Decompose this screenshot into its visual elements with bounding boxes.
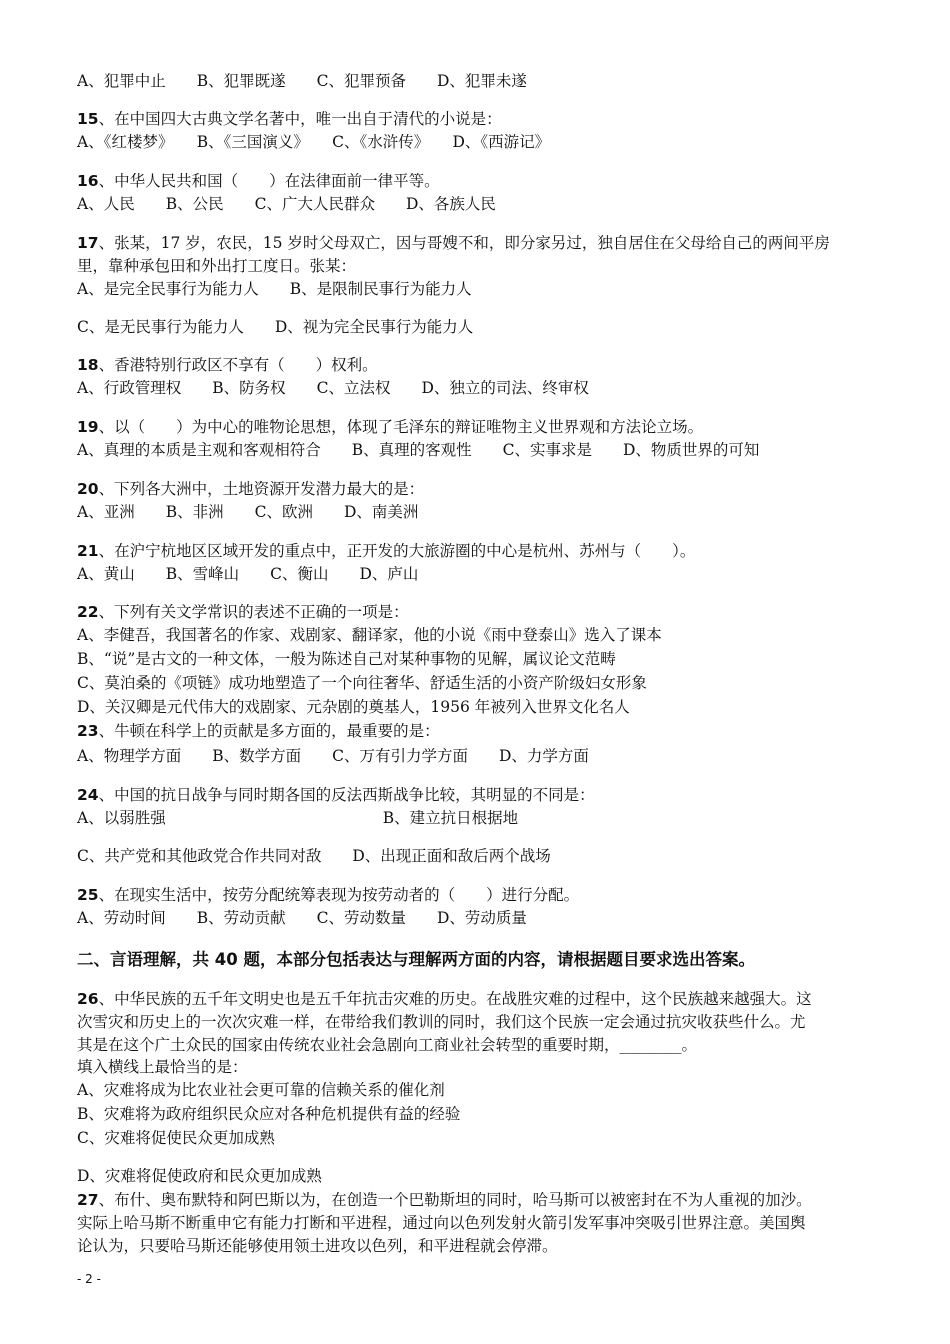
line-text: C、是无民事行为能力人 D、视为完全民事行为能力人 <box>77 318 474 336</box>
question-number: 25 <box>77 886 99 904</box>
question-line <box>77 108 502 130</box>
line-text: A、灾难将成为比农业社会更可靠的信赖关系的催化剂 <box>77 1081 445 1099</box>
page-number: - 2 - <box>77 1272 101 1286</box>
text-line <box>77 672 647 694</box>
text-line <box>77 1165 322 1187</box>
question-number: 18 <box>77 356 99 374</box>
line-text: 、中国的抗日战争与同时期各国的反法西斯战争比较，其明显的不同是： <box>98 786 595 804</box>
line-text: A、行政管理权 B、防务权 C、立法权 D、独立的司法、终审权 <box>77 379 589 397</box>
line-text: 、在沪宁杭地区区域开发的重点中，正开发的大旅游圈的中心是杭州、苏州与（ ）。 <box>98 542 696 560</box>
text-line <box>77 278 472 300</box>
line-text: 、以（ ）为中心的唯物论思想，体现了毛泽东的辩证唯物主义世界观和方法论立场。 <box>98 418 704 436</box>
line-text: 论认为，只要哈马斯还能够使用领土进攻以色列，和平进程就会停滞。 <box>77 1237 558 1255</box>
text-line <box>77 907 527 929</box>
text-line <box>77 501 418 523</box>
question-line <box>77 1189 812 1211</box>
text-line <box>77 745 589 767</box>
question-line <box>77 354 378 376</box>
line-text: 、香港特别行政区不享有（ ）权利。 <box>98 356 378 374</box>
question-line <box>77 416 703 438</box>
line-text: B、灾难将为政府组织民众应对各种危机提供有益的经验 <box>77 1105 461 1123</box>
line-text: 实际上哈马斯不断重申它有能力打断和平进程，通过向以色列发射火箭引发军事冲突吸引世界注意。美国舆 <box>77 1214 806 1232</box>
text-line <box>77 1103 460 1125</box>
question-line <box>77 884 579 906</box>
line-text: 其是在这个广土众民的国家由传统农业社会急剧向工商业社会转型的重要时期，________。 <box>77 1036 698 1054</box>
line-text: C、灾难将促使民众更加成熟 <box>77 1129 275 1147</box>
line-text: A、以弱胜强 B、建立抗日根据地 <box>77 809 519 827</box>
line-text: A、物理学方面 B、数学方面 C、万有引力学方面 D、力学方面 <box>77 747 589 765</box>
line-text: B、“说”是古文的一种文体，一般为陈述自己对某种事物的见解，属议论文范畴 <box>77 650 616 668</box>
text-line <box>77 696 630 718</box>
line-text: C、莫泊桑的《项链》成功地塑造了一个向往奢华、舒适生活的小资产阶级妇女形象 <box>77 674 647 692</box>
question-number: 21 <box>77 542 99 560</box>
text-line <box>77 1235 558 1257</box>
question-number: 22 <box>77 603 99 621</box>
line-text: A、亚洲 B、非洲 C、欧洲 D、南美洲 <box>77 503 419 521</box>
line-text: 填入横线上最恰当的是： <box>77 1058 248 1076</box>
question-line <box>77 540 695 562</box>
text-line <box>77 377 589 399</box>
line-text: D、关汉卿是元代伟大的戏剧家、元杂剧的奠基人，1956 年被列入世界文化名人 <box>77 698 630 716</box>
line-text: 、下列各大洲中，土地资源开发潜力最大的是： <box>98 480 425 498</box>
question-number: 16 <box>77 172 99 190</box>
question-line <box>77 720 440 742</box>
line-text: 、在中国四大古典文学名著中，唯一出自于清代的小说是： <box>98 110 502 128</box>
line-text: A、劳动时间 B、劳动贡献 C、劳动数量 D、劳动质量 <box>77 909 527 927</box>
question-line <box>77 170 440 192</box>
line-text: 、张某，17 岁，农民，15 岁时父母双亡，因与哥嫂不和，即分家另过，独自居住在父母给自己的两间平房 <box>98 234 830 252</box>
text-line <box>77 1056 248 1078</box>
question-number: 23 <box>77 722 99 740</box>
line-text: D、灾难将促使政府和民众更加成熟 <box>77 1167 322 1185</box>
text-line <box>77 624 662 646</box>
question-number: 24 <box>77 786 99 804</box>
section-heading: 二、言语理解，共 40 题，本部分包括表达与理解两方面的内容，请根据题目要求选出答案。 <box>77 950 755 969</box>
text-line <box>77 1212 806 1234</box>
question-line <box>77 784 595 806</box>
text-line <box>77 193 496 215</box>
line-text: 、布什、奥布默特和阿巴斯以为，在创造一个巴勒斯坦的同时，哈马斯可以被密封在不为人重视的加沙。 <box>98 1191 812 1209</box>
question-number: 17 <box>77 234 99 252</box>
question-number: 20 <box>77 480 99 498</box>
text-line <box>77 131 550 153</box>
question-line <box>77 601 409 623</box>
text-line <box>77 70 527 92</box>
line-text: C、共产党和其他政党合作共同对敌 D、出现正面和敌后两个战场 <box>77 847 551 865</box>
line-text: 、下列有关文学常识的表述不正确的一项是： <box>98 603 409 621</box>
line-text: 里，靠种承包田和外出打工度日。张某： <box>77 257 357 275</box>
text-line <box>77 807 518 829</box>
question-line <box>77 232 830 254</box>
text-line <box>77 1079 445 1101</box>
line-text: 次雪灾和历史上的一次次灾难一样，在带给我们教训的同时，我们这个民族一定会通过抗灾收获些什么。尤 <box>77 1013 806 1031</box>
line-text: A、犯罪中止 B、犯罪既遂 C、犯罪预备 D、犯罪未遂 <box>77 72 527 90</box>
line-text: 、牛顿在科学上的贡献是多方面的，最重要的是： <box>98 722 440 740</box>
line-text: A、黄山 B、雪峰山 C、衡山 D、庐山 <box>77 565 419 583</box>
text-line <box>77 255 356 277</box>
line-text: A、《红楼梦》 B、《三国演义》 C、《水浒传》 D、《西游记》 <box>77 133 551 151</box>
line-text: 、在现实生活中，按劳分配统筹表现为按劳动者的（ ）进行分配。 <box>98 886 580 904</box>
text-line <box>77 1127 275 1149</box>
question-line <box>77 988 812 1010</box>
text-line <box>77 439 759 461</box>
question-number: 19 <box>77 418 99 436</box>
text-line <box>77 1034 697 1056</box>
text-line <box>77 1011 806 1033</box>
text-line <box>77 316 473 338</box>
line-text: A、李健吾，我国著名的作家、戏剧家、翻译家，他的小说《雨中登泰山》选入了课本 <box>77 626 662 644</box>
text-line <box>77 648 616 670</box>
line-text: A、真理的本质是主观和客观相符合 B、真理的客观性 C、实事求是 D、物质世界的可知 <box>77 441 760 459</box>
text-line <box>77 845 551 867</box>
question-number: 15 <box>77 110 99 128</box>
line-text: A、是完全民事行为能力人 B、是限制民事行为能力人 <box>77 280 472 298</box>
question-number: 27 <box>77 1191 99 1209</box>
line-text: 、中华人民共和国（ ）在法律面前一律平等。 <box>98 172 440 190</box>
question-line <box>77 478 424 500</box>
line-text: 、中华民族的五千年文明史也是五千年抗击灾难的历史。在战胜灾难的过程中，这个民族越来越强大。这 <box>98 990 812 1008</box>
text-line <box>77 563 418 585</box>
line-text: A、人民 B、公民 C、广大人民群众 D、各族人民 <box>77 195 496 213</box>
question-number: 26 <box>77 990 99 1008</box>
